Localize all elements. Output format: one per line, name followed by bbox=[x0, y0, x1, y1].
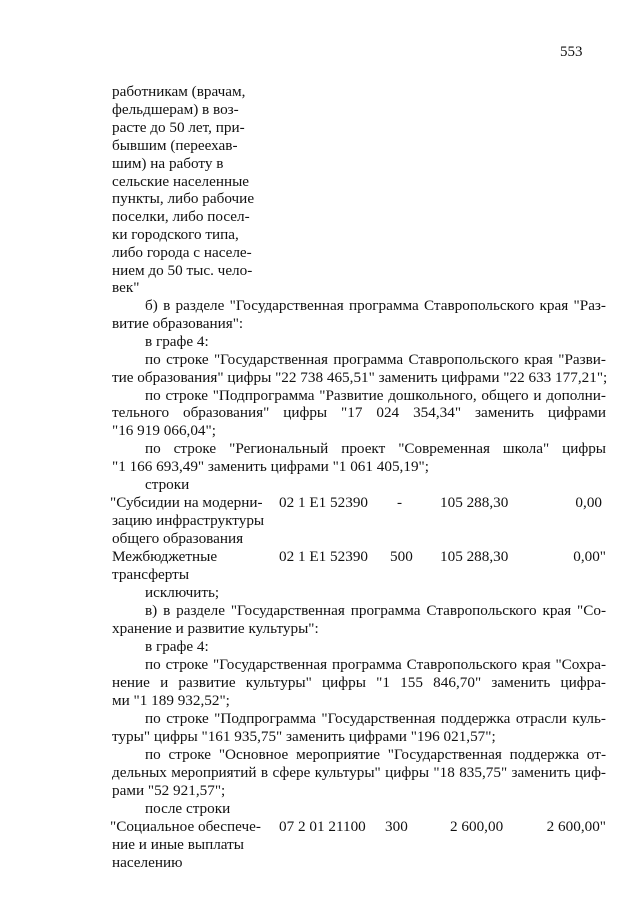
row-name-line: "Социальное обеспече- bbox=[110, 818, 261, 835]
row-vr: 300 bbox=[385, 818, 408, 835]
paragraph-line: в графе 4: bbox=[145, 638, 209, 655]
narrow-line: шим) на работу в bbox=[112, 155, 224, 172]
row-vr: - bbox=[397, 494, 403, 511]
row-sum1: 105 288,30 bbox=[440, 494, 509, 511]
row-name-line: общего образования bbox=[112, 530, 244, 547]
paragraph-line: туры" цифры "161 935,75" заменить цифрами "196 021,57"; bbox=[112, 728, 496, 745]
paragraph-line: по строке "Основное мероприятие "Государственная поддержка от- bbox=[145, 746, 606, 763]
paragraph-line: б) в разделе "Государственная программа Ставропольского края "Раз- bbox=[145, 297, 606, 314]
row-name-line: ние и иные выплаты bbox=[112, 836, 244, 853]
row-name-line: Межбюджетные bbox=[112, 548, 218, 565]
paragraph-line: рами "52 921,57"; bbox=[112, 782, 226, 799]
row-name-line: "Субсидии на модерни- bbox=[110, 494, 263, 511]
row-sum2: 0,00" bbox=[573, 548, 606, 565]
paragraph-line: дельных мероприятий в сфере культуры" цифры "18 835,75" заменить циф- bbox=[112, 764, 606, 781]
paragraph-line: тие образования" цифры "22 738 465,51" заменить цифрами "22 633 177,21"; bbox=[112, 369, 608, 386]
paragraph-line: после строки bbox=[145, 800, 231, 817]
paragraph-line: в графе 4: bbox=[145, 333, 209, 350]
page-number: 553 bbox=[560, 44, 583, 60]
row-vr: 500 bbox=[390, 548, 413, 565]
row-name-line: населению bbox=[112, 854, 183, 871]
paragraph-line: исключить; bbox=[145, 584, 220, 601]
narrow-line: бывшим (переехав- bbox=[112, 137, 238, 154]
paragraph-line: "1 166 693,49" заменить цифрами "1 061 405,19"; bbox=[112, 458, 429, 475]
paragraph-line: по строке "Региональный проект "Современная школа" цифры bbox=[145, 440, 606, 457]
row-sum2: 2 600,00" bbox=[546, 818, 606, 835]
paragraph-line: по строке "Подпрограмма "Развитие дошкольного, общего и дополни- bbox=[145, 387, 606, 404]
row-sum2: 0,00 bbox=[575, 494, 602, 511]
row-name-line: трансферты bbox=[112, 566, 190, 583]
narrow-line: расте до 50 лет, при- bbox=[112, 119, 245, 136]
paragraph-line: по строке "Государственная программа Ставропольского края "Сохра- bbox=[145, 656, 606, 673]
paragraph-line: витие образования": bbox=[112, 315, 244, 332]
paragraph-line: по строке "Государственная программа Ставропольского края "Разви- bbox=[145, 351, 606, 368]
narrow-line: век" bbox=[112, 279, 140, 296]
paragraph-line: по строке "Подпрограмма "Государственная поддержка отрасли куль- bbox=[145, 710, 606, 727]
row-name-line: зацию инфраструктуры bbox=[112, 512, 265, 529]
narrow-line: нием до 50 тыс. чело- bbox=[112, 262, 253, 279]
paragraph-line: в) в разделе "Государственная программа Ставропольского края "Со- bbox=[145, 602, 606, 619]
narrow-line: пункты, либо рабочие bbox=[112, 190, 255, 207]
narrow-line: фельдшерам) в воз- bbox=[112, 101, 239, 118]
narrow-line: работникам (врачам, bbox=[112, 83, 246, 100]
paragraph-line: хранение и развитие культуры": bbox=[112, 620, 319, 637]
paragraph-line: тельного образования" цифры "17 024 354,34" заменить цифрами bbox=[112, 404, 606, 421]
paragraph-line: ми "1 189 932,52"; bbox=[112, 692, 230, 709]
row-sum1: 105 288,30 bbox=[440, 548, 509, 565]
narrow-line: сельские населенные bbox=[112, 173, 250, 190]
row-code: 02 1 E1 52390 bbox=[279, 494, 369, 511]
paragraph-line: "16 919 066,04"; bbox=[112, 422, 216, 439]
paragraph-line: нение и развитие культуры" цифры "1 155 846,70" заменить цифра- bbox=[112, 674, 606, 691]
row-code: 02 1 E1 52390 bbox=[279, 548, 369, 565]
narrow-line: поселки, либо посел- bbox=[112, 208, 250, 225]
narrow-line: либо города с населе- bbox=[112, 244, 252, 261]
row-code: 07 2 01 21100 bbox=[279, 818, 366, 835]
narrow-line: ки городского типа, bbox=[112, 226, 239, 243]
row-sum1: 2 600,00 bbox=[450, 818, 504, 835]
paragraph-line: строки bbox=[145, 476, 190, 493]
